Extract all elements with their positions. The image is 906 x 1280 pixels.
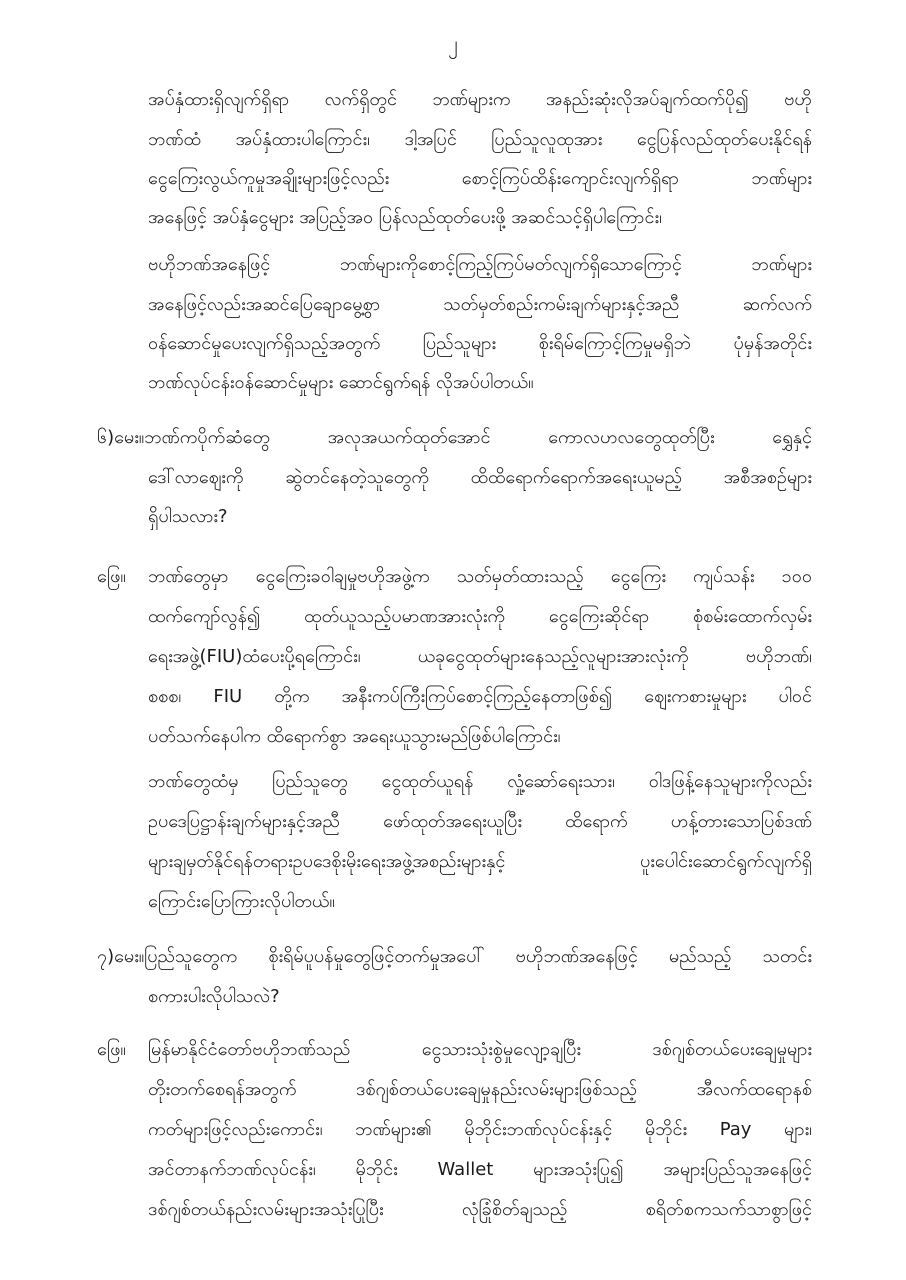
text-line: စစစ၊ FIU တို့က အနီးကပ်ကြီးကြပ်စောင့်ကြည့်နေတာဖြစ်၍ ဈေးကစားမှုများ ပါဝင် [148,686,812,707]
text-line: ကတ်များဖြင့်လည်းကောင်း၊ ဘဏ်များ၏ မိုဘိုင်းဘဏ်လုပ်ငန်းနှင့် မိုဘိုင်း Pay များ၊ [148,1119,812,1140]
text-line: အနေဖြင့်လည်းအဆင်ပြေချောမွေ့စွာ သတ်မှတ်စည်းကမ်းချက်များနှင့်အညီ ဆက်လက် [148,294,812,315]
question-line: ၆)မေး။ဘဏ်ကပိုက်ဆံတွေ အလုအယက်ထုတ်အောင် ကောလဟလတွေထုတ်ပြီး ရွှေနှင့် [97,427,812,448]
text-line: အပ်နှံထားရှိလျက်ရှိရာ လက်ရှိတွင် ဘဏ်များက အနည်းဆုံးလိုအပ်ချက်ထက်ပို၍ ဗဟို [148,89,812,110]
text-line: ပတ်သက်နေပါက ထိရောက်စွာ အရေးယူသွားမည်ဖြစ်ပါကြောင်း၊ [148,726,561,747]
answer-label: ဖြေ။ [97,1039,126,1060]
question-line: စကားပါးလိုပါသလဲ? [148,986,280,1007]
text-line: ဘဏ်တွေထံမှ ပြည်သူတွေ ငွေထုတ်ယူရန် လှုံ့ဆော်ရေးသား၊ ဝါဒဖြန့်နေသူများကိုလည်း [148,771,812,792]
text-line: ဒစ်ဂျစ်တယ်နည်းလမ်းများအသုံးပြုပြီး လုံခြုံစိတ်ချသည့် စရိတ်စကသက်သာစွာဖြင့် [148,1199,812,1220]
question-line: ၇)မေး။ပြည်သူတွေက စိုးရိမ်ပူပန်မှုတွေဖြင့်တက်မှုအပေါ် ဗဟိုဘဏ်အနေဖြင့် မည်သည့် သတင်း [97,946,812,967]
question-line: ဒေါ်လာဈေးကို ဆွဲတင်နေတဲ့သူတွေကို ထိထိရောက်ရောက်အရေးယူမည့် အစီအစဉ်များ [148,467,812,488]
text-line: ကြောင်းပြောကြားလိုပါတယ်။ [148,891,335,912]
text-line: ဥပဒေပြဋ္ဌာန်းချက်များနှင့်အညီ ဖော်ထုတ်အရေးယူပြီး ထိရောက် ဟန့်တားသောပြစ်ဒဏ် [148,811,812,832]
text-line: ဝန်ဆောင်မှုပေးလျက်ရှိသည့်အတွက် ပြည်သူများ စိုးရိမ်ကြောင့်ကြမှုမရှိဘဲ ပုံမှန်အတိုင်း [148,333,812,354]
text-line: မြန်မာနိုင်ငံတော်ဗဟိုဘဏ်သည် ငွေသားသုံးစွဲမှုလျော့ချပြီး ဒစ်ဂျစ်တယ်ပေးချေမှုများ [148,1039,812,1060]
text-line: ဗဟိုဘဏ်အနေဖြင့် ဘဏ်များကိုစောင့်ကြည့်ကြပ်မတ်လျက်ရှိသောကြောင့် ဘဏ်များ [148,254,812,275]
answer-label: ဖြေ။ [97,566,126,587]
text-line: အနေဖြင့် အပ်နှံငွေများ အပြည့်အဝ ပြန်လည်ထုတ်ပေးဖို့ အဆင်သင့်ရှိပါကြောင်း၊ [148,207,662,228]
text-line: ထက်ကျော်လွန်၍ ထုတ်ယူသည့်ပမာဏအားလုံးကို ငွေကြေးဆိုင်ရာ စုံစမ်းထောက်လှမ်း [148,606,812,627]
text-line: ငွေကြေးလွယ်ကူမှုအချိုးများဖြင့်လည်း စောင့်ကြပ်ထိန်းကျောင်းလျက်ရှိရာ ဘဏ်များ [148,168,812,189]
text-line: ဘဏ်တွေမှာ ငွေကြေးခဝါချမှုဗဟိုအဖွဲ့က သတ်မှတ်ထားသည့် ငွေကြေး ကျပ်သန်း ၁၀၀ [148,566,812,587]
text-line: အင်တာနက်ဘဏ်လုပ်ငန်း၊ မိုဘိုင်း Wallet များအသုံးပြု၍ အများပြည်သူအနေဖြင့် [148,1159,812,1180]
question-line: ရှိပါသလား? [148,506,228,527]
page-number: ၂ [448,31,458,55]
text-line: ဘဏ်လုပ်ငန်းဝန်ဆောင်မှုများ ဆောင်ရွက်ရန် လိုအပ်ပါတယ်။ [148,372,534,393]
text-line: ဘဏ်ထံ အပ်နှံထားပါကြောင်း၊ ဒါ့အပြင် ပြည်သူလူထုအား ငွေပြန်လည်ထုတ်ပေးနိုင်ရန် [148,129,812,150]
text-line: ရေးအဖွဲ့(FIU)ထံပေးပို့ရကြောင်း၊ ယခုငွေထုတ်များနေသည့်လူများအားလုံးကို ဗဟိုဘဏ်၊ [148,646,812,667]
text-line: တိုးတက်စေရန်အတွက် ဒစ်ဂျစ်တယ်ပေးချေမှုနည်းလမ်းများဖြစ်သည့် အီလက်ထရောနစ် [148,1079,812,1100]
text-line: များချမှတ်နိုင်ရန်တရားဥပဒေစိုးမိုးရေးအဖွဲ့အစည်းများနှင့် ပူးပေါင်းဆောင်ရွက်လျက်ရှိ [148,851,812,872]
